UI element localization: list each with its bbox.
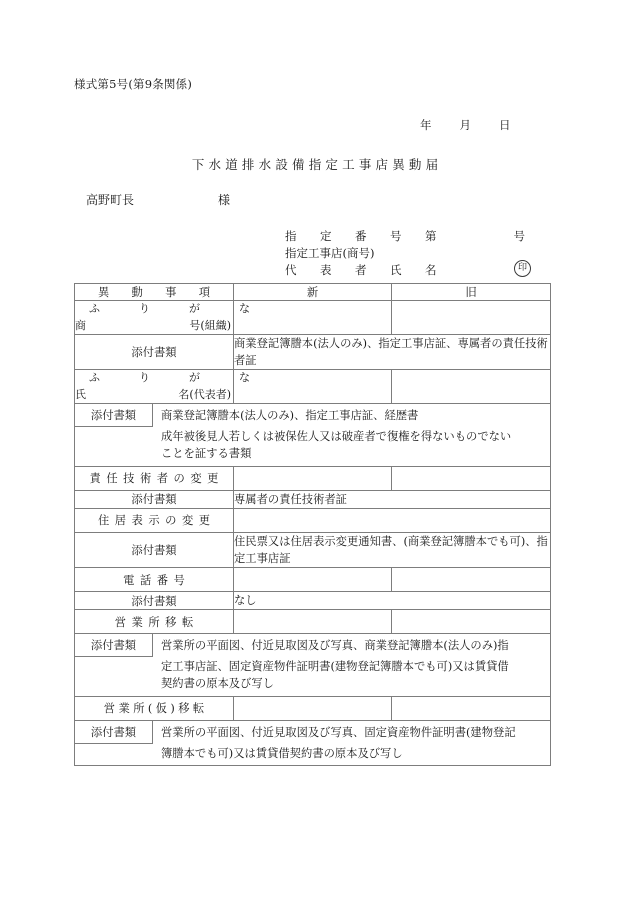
table-row — [75, 568, 551, 592]
form-number: 様式第5号(第9条関係) — [74, 77, 193, 91]
furigana-label: ふ り が な — [89, 302, 264, 315]
table-row — [75, 466, 551, 490]
company-name-label: 指定工事店(商号) — [285, 246, 375, 260]
label-left: 商 — [75, 318, 86, 332]
attachment-label: 添付書類 — [75, 335, 234, 370]
designation-number-row — [285, 228, 549, 245]
table-row — [75, 634, 551, 696]
input-old-temporary-office-relocation[interactable] — [392, 696, 551, 720]
input-old-representative-name[interactable] — [392, 370, 551, 404]
attachment-text-line: 営業所の平面図、付近見取図及び写真、固定資産物件証明書(建物登記 — [161, 725, 516, 739]
input-new-phone-number[interactable] — [234, 568, 392, 592]
input-new-temporary-office-relocation[interactable] — [234, 696, 392, 720]
attachment-text-line: 定工事店証、固定資産物件証明書(建物登記簿謄本でも可)又は賃貸借 — [161, 660, 509, 674]
input-old-phone-number[interactable] — [392, 568, 551, 592]
input-old-company-name[interactable] — [392, 301, 551, 335]
furigana-label: ふ り が な — [89, 371, 264, 385]
date-line — [420, 117, 511, 133]
table-row — [75, 301, 551, 335]
table-header-row — [75, 284, 551, 301]
attachment-label: 添付書類 — [75, 634, 153, 657]
representative-label: 代 表 者 氏 名 — [285, 263, 443, 277]
input-new-responsible-engineer[interactable] — [234, 466, 392, 490]
attachment-label: 添付書類 — [75, 490, 234, 508]
addressee — [86, 191, 230, 208]
attachment-text-line: ことを証する書類 — [161, 447, 252, 461]
item-cell-representative-name — [75, 370, 264, 404]
attachment-block — [75, 404, 551, 466]
representative-name-label-line — [75, 387, 233, 404]
table-row — [75, 335, 551, 370]
item-cell-office-relocation: 営業所移転 — [75, 610, 234, 634]
designation-number-unit: 号 — [513, 229, 525, 243]
table-row — [75, 696, 551, 720]
attachment-text-line: 商業登記簿謄本(法人のみ)、指定工事店証、経歴書 — [161, 409, 419, 423]
attachment-text: なし — [234, 592, 551, 610]
attachment-text-line: 成年被後見人若しくは被保佐人又は破産者で復権を得ないものでない — [161, 430, 512, 444]
attachment-label: 添付書類 — [75, 404, 153, 427]
header-cell-old: 旧 — [392, 284, 551, 301]
attachment-text: 住民票又は住居表示変更通知書、(商業登記簿謄本でも可)、指定工事店証 — [234, 532, 551, 567]
date-day-label: 日 — [499, 118, 511, 132]
applicant-info-block — [285, 228, 549, 279]
item-cell-responsible-engineer-change: 責任技術者の変更 — [75, 466, 234, 490]
change-items-table — [74, 283, 551, 766]
date-year-label: 年 — [420, 118, 432, 132]
item-cell-phone-number: 電話番号 — [75, 568, 234, 592]
designation-number-label: 指 定 番 号 第 — [285, 229, 443, 243]
table-row — [75, 720, 551, 765]
seal-icon: 印 — [514, 260, 531, 277]
company-name-label-line — [75, 318, 233, 335]
attachment-text: 専属者の責任技術者証 — [234, 490, 551, 508]
header-cell-new: 新 — [234, 284, 392, 301]
representative-row — [285, 262, 549, 279]
attachment-block — [75, 634, 551, 696]
attachment-text-line: 簿謄本でも可)又は賃貸借契約書の原本及び写し — [161, 746, 403, 760]
input-address-display-change[interactable] — [234, 508, 551, 532]
page-title: 下水道排水設備指定工事店異動届 — [191, 157, 443, 172]
attachment-text-line: 営業所の平面図、付近見取図及び写真、商業登記簿謄本(法人のみ)指 — [161, 639, 509, 653]
attachment-label: 添付書類 — [75, 592, 234, 610]
header-cell-item: 異 動 事 項 — [75, 284, 234, 301]
table-row — [75, 508, 551, 532]
item-cell-address-display-change: 住居表示の変更 — [75, 508, 234, 532]
attachment-label: 添付書類 — [75, 721, 153, 744]
date-month-label: 月 — [459, 118, 471, 132]
table-row — [75, 592, 551, 610]
table-row — [75, 370, 551, 404]
table-row — [75, 532, 551, 567]
company-name-row — [285, 245, 549, 262]
input-new-office-relocation[interactable] — [234, 610, 392, 634]
attachment-block — [75, 720, 551, 765]
input-old-responsible-engineer[interactable] — [392, 466, 551, 490]
addressee-honorific: 様 — [218, 193, 231, 207]
item-cell-company-name — [75, 301, 264, 335]
label-left: 氏 — [75, 387, 86, 401]
label-right: 号(組織) — [189, 318, 231, 332]
attachment-text: 商業登記簿謄本(法人のみ)、指定工事店証、専属者の責任技術者証 — [234, 335, 551, 370]
addressee-name: 高野町長 — [86, 193, 135, 207]
item-cell-temporary-office-relocation: 営業所(仮)移転 — [75, 696, 234, 720]
attachment-text-line: 契約書の原本及び写し — [161, 677, 274, 691]
label-right: 名(代表者) — [178, 387, 231, 401]
table-row — [75, 610, 551, 634]
table-row — [75, 490, 551, 508]
table-row — [75, 404, 551, 466]
attachment-label: 添付書類 — [75, 532, 234, 567]
input-old-office-relocation[interactable] — [392, 610, 551, 634]
